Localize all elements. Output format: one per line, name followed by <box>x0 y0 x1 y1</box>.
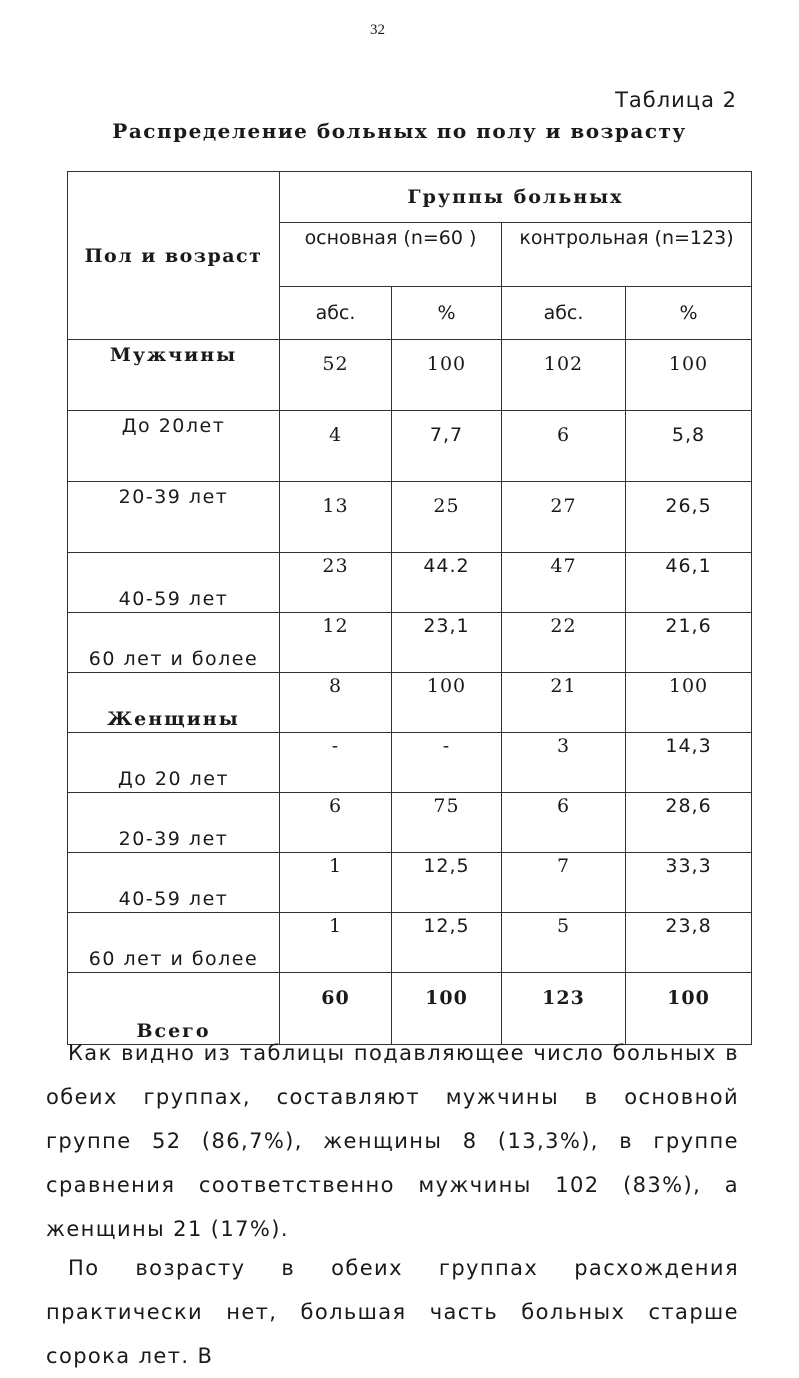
table-row <box>68 673 752 733</box>
groups-header-cell: Группы больных <box>280 172 752 223</box>
total-main-pct: 100 <box>392 973 502 1045</box>
ctrl-pct-cell: 21,6 <box>626 613 752 673</box>
main-abs-cell: 23 <box>280 553 392 613</box>
main-pct-cell: - <box>392 733 502 793</box>
main-pct-cell: 7,7 <box>392 411 502 482</box>
main-pct-cell: 100 <box>392 340 502 411</box>
main-abs-cell: 8 <box>280 673 392 733</box>
row-header-cell: Пол и возраст <box>68 172 280 340</box>
ctrl-abs-cell: 7 <box>502 853 626 913</box>
table-row <box>68 411 752 482</box>
total-main-abs: 60 <box>280 973 392 1045</box>
ctrl-pct-cell: 100 <box>626 673 752 733</box>
ctrl-pct-cell: 46,1 <box>626 553 752 613</box>
main-abs-cell: 1 <box>280 853 392 913</box>
row-label: Женщины <box>68 673 280 733</box>
page-number: 32 <box>370 22 385 38</box>
table-row <box>68 853 752 913</box>
row-label: 20-39 лет <box>68 482 280 553</box>
row-label: 40-59 лет <box>68 553 280 613</box>
row-label: До 20 лет <box>68 733 280 793</box>
table-row <box>68 482 752 553</box>
group-main-header: основная (n=60 ) <box>280 223 502 287</box>
table-row <box>68 793 752 853</box>
paragraph-1: Как видно из таблицы подавляющее число больных в обеих группах, составляют мужчины в основной группе 52 (86,7%), женщины 8 (13,3%), в группе сравнения соответственно мужчины 102 (83%), а женщины 21 (17%). <box>46 1041 739 1241</box>
ctrl-abs-cell: 6 <box>502 793 626 853</box>
main-abs-cell: 4 <box>280 411 392 482</box>
main-pct-cell: 44.2 <box>392 553 502 613</box>
total-label: Всего <box>68 973 280 1045</box>
table-title: Распределение больных по полу и возрасту <box>112 119 687 143</box>
ctrl-pct-header: % <box>626 287 752 340</box>
main-abs-cell: - <box>280 733 392 793</box>
table-row <box>68 613 752 673</box>
table-label: Таблица 2 <box>615 88 737 112</box>
ctrl-pct-cell: 28,6 <box>626 793 752 853</box>
row-label: Мужчины <box>68 340 280 411</box>
row-label: 20-39 лет <box>68 793 280 853</box>
main-abs-cell: 1 <box>280 913 392 973</box>
ctrl-abs-cell: 5 <box>502 913 626 973</box>
table-header-row <box>68 172 752 223</box>
ctrl-abs-cell: 3 <box>502 733 626 793</box>
main-pct-cell: 12,5 <box>392 853 502 913</box>
ctrl-pct-cell: 100 <box>626 340 752 411</box>
total-ctrl-pct: 100 <box>626 973 752 1045</box>
row-label: До 20лет <box>68 411 280 482</box>
main-abs-cell: 13 <box>280 482 392 553</box>
ctrl-abs-cell: 27 <box>502 482 626 553</box>
main-pct-cell: 23,1 <box>392 613 502 673</box>
table-row <box>68 553 752 613</box>
table-row <box>68 733 752 793</box>
ctrl-abs-cell: 6 <box>502 411 626 482</box>
ctrl-abs-cell: 47 <box>502 553 626 613</box>
main-pct-cell: 25 <box>392 482 502 553</box>
main-pct-header: % <box>392 287 502 340</box>
main-abs-cell: 6 <box>280 793 392 853</box>
table-row <box>68 913 752 973</box>
distribution-table <box>67 171 752 1045</box>
main-pct-cell: 75 <box>392 793 502 853</box>
ctrl-abs-cell: 22 <box>502 613 626 673</box>
main-abs-header: абс. <box>280 287 392 340</box>
ctrl-abs-header: абс. <box>502 287 626 340</box>
main-abs-cell: 52 <box>280 340 392 411</box>
ctrl-abs-cell: 102 <box>502 340 626 411</box>
main-pct-cell: 12,5 <box>392 913 502 973</box>
ctrl-pct-cell: 14,3 <box>626 733 752 793</box>
paragraph-2: По возрасту в обеих группах расхождения практически нет, большая часть больных старше сорока лет. В <box>46 1256 739 1368</box>
ctrl-pct-cell: 33,3 <box>626 853 752 913</box>
main-abs-cell: 12 <box>280 613 392 673</box>
ctrl-pct-cell: 26,5 <box>626 482 752 553</box>
main-pct-cell: 100 <box>392 673 502 733</box>
table-row <box>68 340 752 411</box>
total-ctrl-abs: 123 <box>502 973 626 1045</box>
ctrl-abs-cell: 21 <box>502 673 626 733</box>
ctrl-pct-cell: 5,8 <box>626 411 752 482</box>
row-label: 40-59 лет <box>68 853 280 913</box>
ctrl-pct-cell: 23,8 <box>626 913 752 973</box>
row-label: 60 лет и более <box>68 913 280 973</box>
group-control-header: контрольная (n=123) <box>502 223 752 287</box>
row-label: 60 лет и более <box>68 613 280 673</box>
